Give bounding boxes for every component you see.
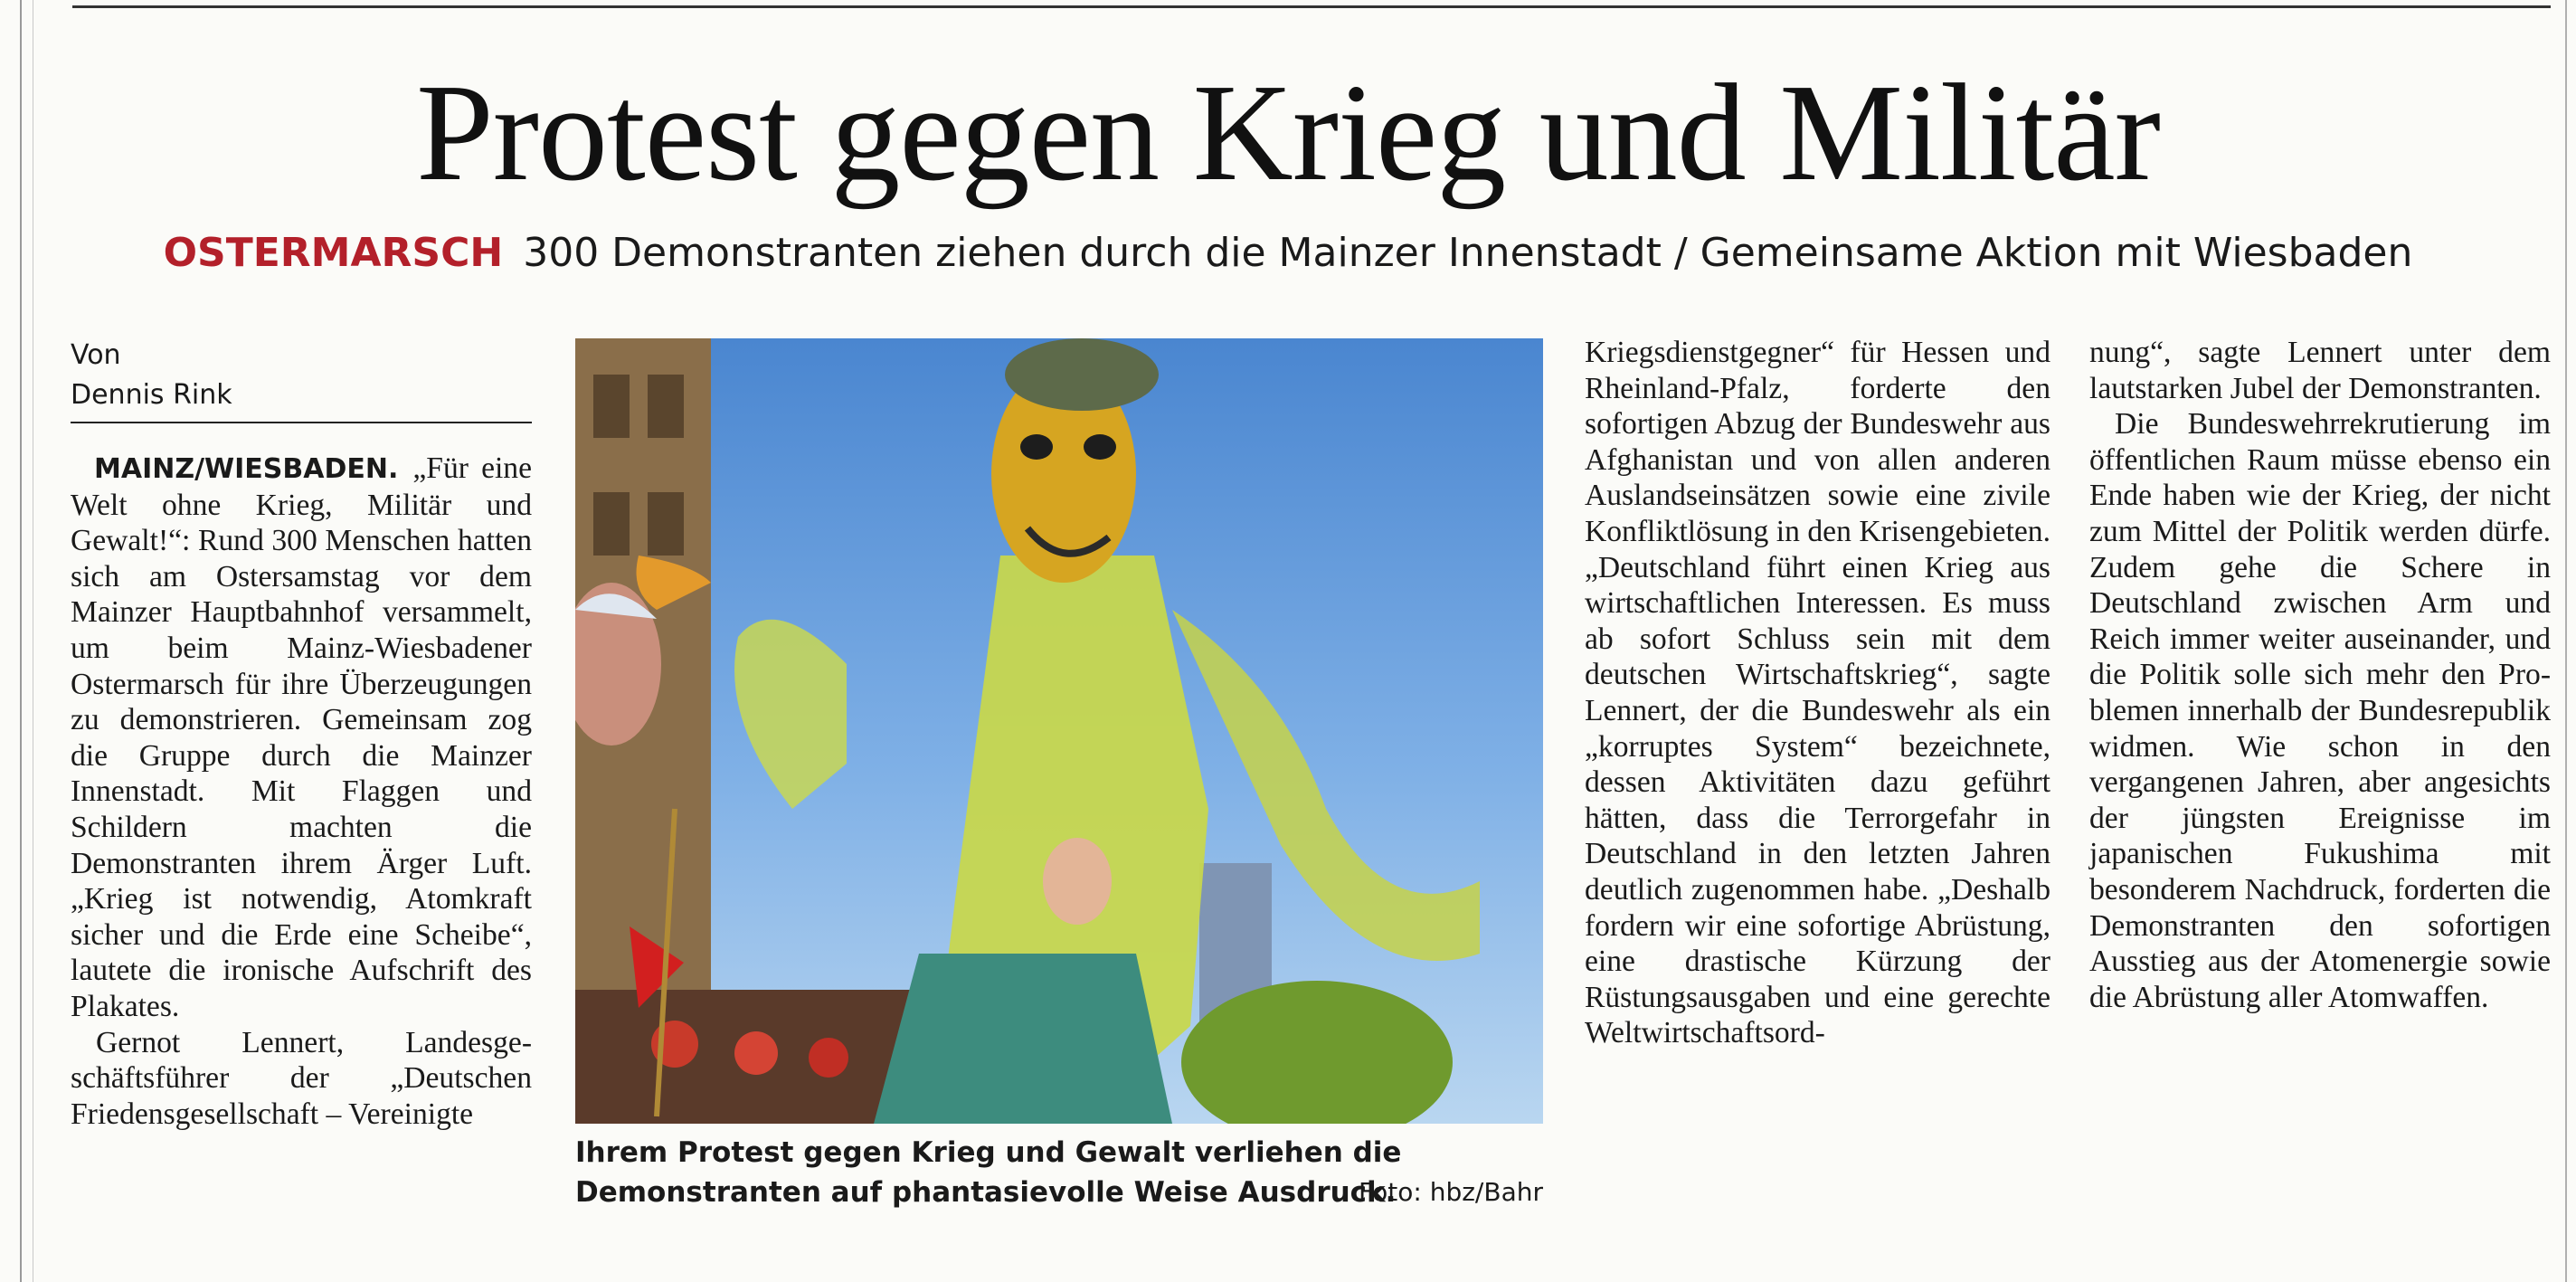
- paragraph-lead-text: „Für eine Welt ohne Krieg, Militär und Gewalt!“: Rund 300 Menschen hatten sich am Ostersamstag vor dem Mainzer Hauptbahnhof versammelt, um beim Mainz-Wiesbadener Ostermarsch für ihre Überzeugungen zu demonstrieren. Gemeinsam zog die Gruppe durch die Mainzer Innenstadt. Mit Flaggen und Schildern machten die Demonstranten ihrem Ärger Luft. „Krieg ist notwendig, Atomkraft sicher und die Erde eine Scheibe“, lautete die ironische Aufschrift des Plakates.: [71, 451, 532, 1023]
- paragraph-lead: [71, 451, 532, 1025]
- paragraph-4: nung“, sagte Lennert unter dem lautstarken Jubel der Demonstranten.: [2089, 336, 2551, 405]
- puppet-skirt: [874, 954, 1172, 1124]
- article-column-4: [2089, 335, 2551, 1015]
- photo-caption-block: [575, 1133, 1543, 1212]
- photo-person: [809, 1038, 848, 1078]
- puppet-left-arm: [734, 620, 847, 809]
- photo-illustration: [575, 338, 1543, 1124]
- photo-window: [593, 492, 630, 556]
- dateline: MAINZ/WIESBADEN.: [94, 453, 399, 485]
- puppet-eye: [1084, 434, 1116, 460]
- byline: [71, 336, 532, 415]
- puppet-hat: [1005, 338, 1159, 411]
- photo-person: [734, 1031, 778, 1075]
- kicker: OSTERMARSCH: [163, 230, 504, 276]
- photo-window: [648, 375, 684, 438]
- top-rule: [72, 5, 2551, 8]
- puppet-eye: [1020, 434, 1053, 460]
- byline-rule: [71, 422, 532, 423]
- photo-window: [648, 492, 684, 556]
- photo-window: [593, 375, 630, 438]
- paragraph-2: Gernot Lennert, Landesgeschäftsführer der „Deutschen Friedensgesellschaft – Vereinigte: [71, 1025, 532, 1131]
- subheadline: 300 Demonstranten ziehen durch die Mainzer Innenstadt / Gemeinsame Aktion mit Wiesbaden: [523, 230, 2413, 276]
- article-photo: [575, 338, 1543, 1124]
- photo-face: [1043, 838, 1112, 925]
- photo-caption: Ihrem Protest gegen Krieg und Gewalt verliehen die Demonstranten auf phantasievolle Weise Ausdruck.: [575, 1136, 1402, 1209]
- article-column-3: [1585, 335, 2050, 1051]
- photo-credit: Foto: hbz/Bahr: [1359, 1177, 1543, 1207]
- byline-author: Dennis Rink: [71, 379, 232, 411]
- subheadline-row: [0, 222, 2576, 285]
- paragraph-5: Die Bundeswehrrekrutierung im öffentlichen Raum müsse ebenso ein Ende haben wie der Krieg, der nicht zum Mittel der Politik werden dürfe. Zudem gehe die Schere in Deutschland zwischen Arm und Reich immer weiter auseinander, und die Politik solle sich mehr den Problemen innerhalb der Bundesrepublik widmen. Wie schon in den vergangenen Jahren, aber angesichts der jüngsten Ereignisse im japanischen Fukushima mit besonderem Nachdruck, forderten die Demonstranten den sofortigen Ausstieg aus der Atomenergie sowie die Abrüstung aller Atomwaffen.: [2089, 407, 2551, 1014]
- headline: Protest gegen Krieg und Militär: [416, 56, 2160, 210]
- paragraph-3: Kriegsdienstgegner“ für Hessen und Rheinland-Pfalz, forderte den sofortigen Abzug der Bundeswehr aus Afghanistan und von allen anderen Auslandseinsätzen sowie eine zivile Konfliktlösung in den Krisengebieten. „Deutschland führt einen Krieg aus wirtschaftlichen Interessen. Es muss ab sofort Schluss sein mit dem deutschen Wirtschaftskrieg“, sagte Lennert, der die Bundeswehr als ein „korruptes System“ bezeichnete, dessen Aktivitäten dazu geführt hätten, dass die Terrorgefahr in Deutschland in den letzten Jahren deutlich zugenommen habe. „Deshalb fordern wir eine sofortige Abrüstung, eine drastische Kürzung der Rüstungsausgaben und eine gerechte Weltwirtschaftsord-: [1585, 336, 2050, 1050]
- byline-prefix: Von: [71, 339, 121, 371]
- article-column-1: [71, 451, 532, 1132]
